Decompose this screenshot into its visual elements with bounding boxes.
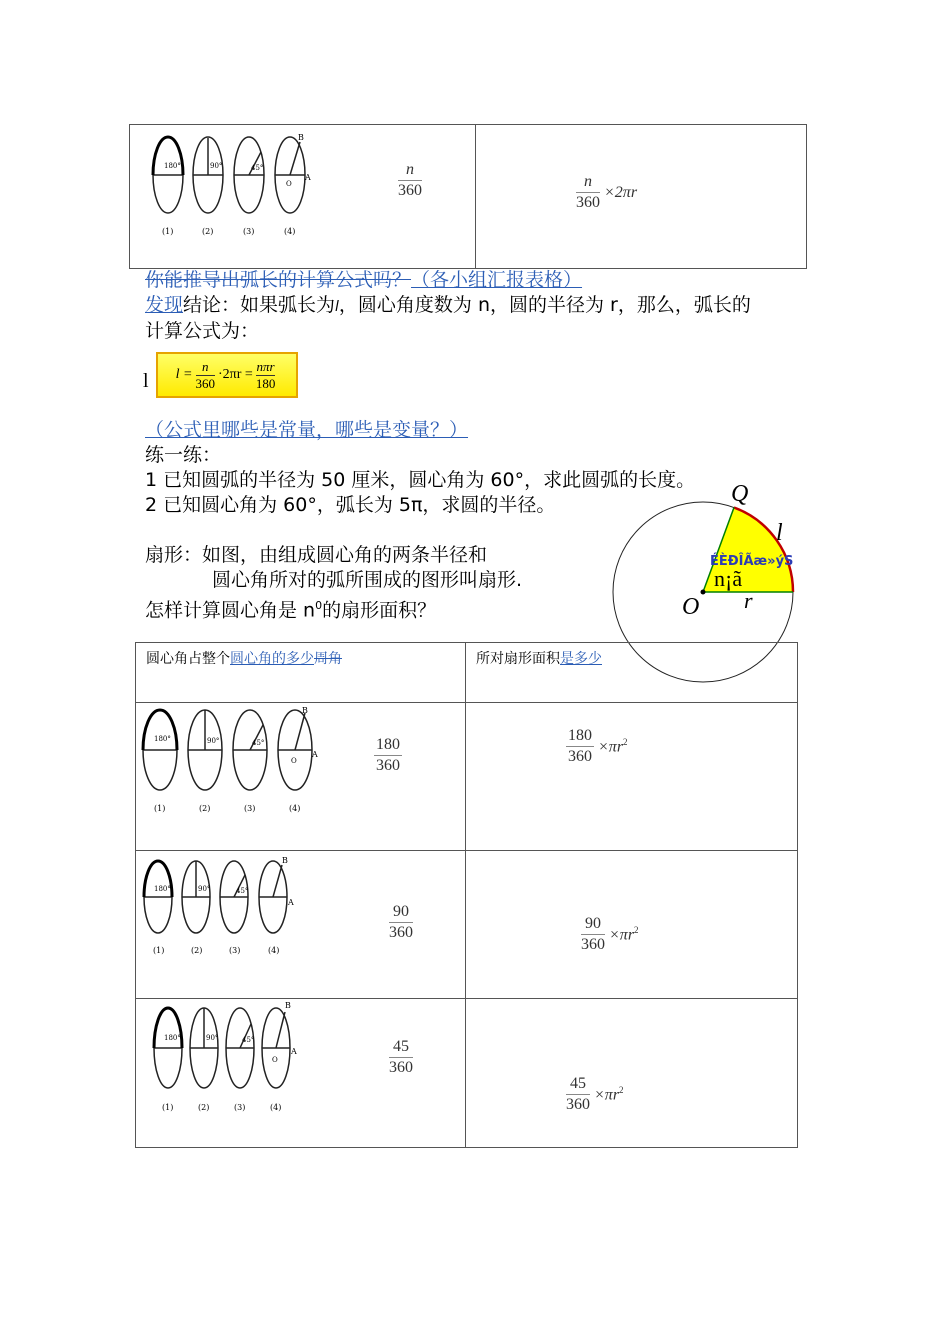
circle-figures-image	[140, 855, 300, 975]
fraction-row-3: 45 360	[389, 1038, 413, 1076]
figure-angle-label: 180°	[164, 162, 181, 170]
sector-definition-2: 圆心角所对的弧所围成的图形叫扇形.	[212, 569, 523, 591]
figure-caption: (1)	[154, 804, 166, 813]
table-row-divider	[135, 998, 798, 999]
figure-caption: (2)	[199, 804, 211, 813]
discover-link[interactable]: 发现	[145, 294, 184, 316]
table-header-left: 圆心角占整个圆心角的多少周角	[146, 651, 342, 667]
figure-point-label: B	[302, 706, 308, 715]
point-O-label: O	[682, 594, 700, 620]
figure-caption: (3)	[243, 227, 255, 236]
circle-figures-image	[148, 1000, 308, 1135]
sector-area-row-3: $\frac{45}{360}$ $\times\pi r^2$	[566, 1075, 624, 1113]
figure-point-label: A	[291, 1047, 297, 1056]
sector-area-row-1: $\frac{180}{360}$ $\times\pi r^2$	[568, 727, 628, 765]
arc-l-label: l	[776, 520, 783, 546]
figure-point-label: B	[282, 856, 288, 865]
practice-q2: 2 已知圆心角为 60°，弧长为 5π，求圆的半径。	[145, 494, 556, 516]
question-line	[145, 268, 582, 293]
circle-figures-image	[150, 130, 315, 250]
figure-point-label: B	[298, 133, 304, 142]
sector-definition-1: 扇形：如图，由组成圆心角的两条半径和	[145, 544, 488, 566]
figure-caption: (4)	[270, 1103, 282, 1112]
figure-point-label: O	[286, 180, 292, 188]
figure-caption: (3)	[244, 804, 256, 813]
fraction-row-2: 90 360	[389, 903, 413, 941]
figure-point-label: B	[285, 1001, 291, 1010]
figure-angle-label: 45°	[251, 164, 264, 172]
discover-line-2: 计算公式为：	[145, 320, 260, 342]
figure-caption: (1)	[162, 227, 174, 236]
point-Q-label: Q	[731, 481, 749, 507]
constants-question[interactable]: （公式里哪些是常量，哪些是变量？）	[145, 419, 469, 441]
figure-caption: (2)	[202, 227, 214, 236]
figure-angle-label: 45°	[242, 1036, 255, 1044]
angle-label: n¡ã	[714, 566, 743, 591]
figure-angle-label: 180°	[154, 885, 171, 893]
figure-caption: (4)	[268, 946, 280, 955]
formula-prefix: l	[143, 370, 149, 392]
figure-caption: (4)	[284, 227, 296, 236]
sector-area-row-2: $\frac{90}{360}$ $\times\pi r^2$	[581, 915, 639, 953]
figure-caption: (2)	[198, 1103, 210, 1112]
fraction-n-over-360: n 360	[398, 161, 422, 199]
table-divider	[465, 642, 466, 1148]
figure-point-label: A	[312, 750, 318, 759]
question-text[interactable]: 你能推导出弧长的计算公式吗？	[145, 269, 412, 291]
figure-caption: (3)	[229, 946, 241, 955]
practice-title: 练一练：	[145, 444, 222, 466]
table-row-divider	[135, 850, 798, 851]
table-row-divider	[135, 702, 798, 703]
figure-caption: (3)	[234, 1103, 246, 1112]
figure-caption: (1)	[153, 946, 165, 955]
practice-q1: 1 已知圆弧的半径为 50 厘米，圆心角为 60°，求此圆弧的长度。	[145, 469, 696, 491]
discover-line: 发现结论：如果弧长为l，圆心角度数为 n，圆的半径为 r，那么，弧长的	[145, 294, 751, 316]
figure-point-label: A	[288, 898, 294, 907]
sector-area-label: ÉÈÐÎÃæ»ýS	[710, 554, 794, 569]
fraction-row-1: 180 360	[376, 736, 400, 774]
figure-angle-label: 90°	[206, 1034, 219, 1042]
figure-point-label: O	[291, 757, 297, 765]
figure-point-label: A	[305, 173, 311, 182]
question-group-report[interactable]: （各小组汇报表格）	[411, 269, 583, 291]
figure-caption: (1)	[162, 1103, 174, 1112]
figure-angle-label: 45°	[236, 887, 249, 895]
figure-caption: (2)	[191, 946, 203, 955]
sector-question: 怎样计算圆心角是 $n^0$的扇形面积？	[145, 599, 437, 622]
figure-angle-label: 90°	[207, 737, 220, 745]
figure-caption: (4)	[289, 804, 301, 813]
circle-figures-image	[140, 705, 320, 835]
figure-angle-label: 45°	[252, 739, 265, 747]
table-divider	[475, 124, 476, 269]
figure-point-label: O	[272, 1056, 278, 1064]
arc-length-formula: l = n 360 ·2πr = nπr 180	[156, 352, 298, 398]
arc-length-formula-cell: $\frac{n}{360}$ ×2πr	[576, 173, 638, 211]
figure-angle-label: 180°	[154, 735, 171, 743]
figure-angle-label: 180°	[164, 1034, 181, 1042]
radius-r-label: r	[744, 588, 753, 613]
table-header-right: 所对扇形面积是多少	[476, 651, 602, 667]
figure-angle-label: 90°	[198, 885, 211, 893]
figure-angle-label: 90°	[210, 162, 223, 170]
